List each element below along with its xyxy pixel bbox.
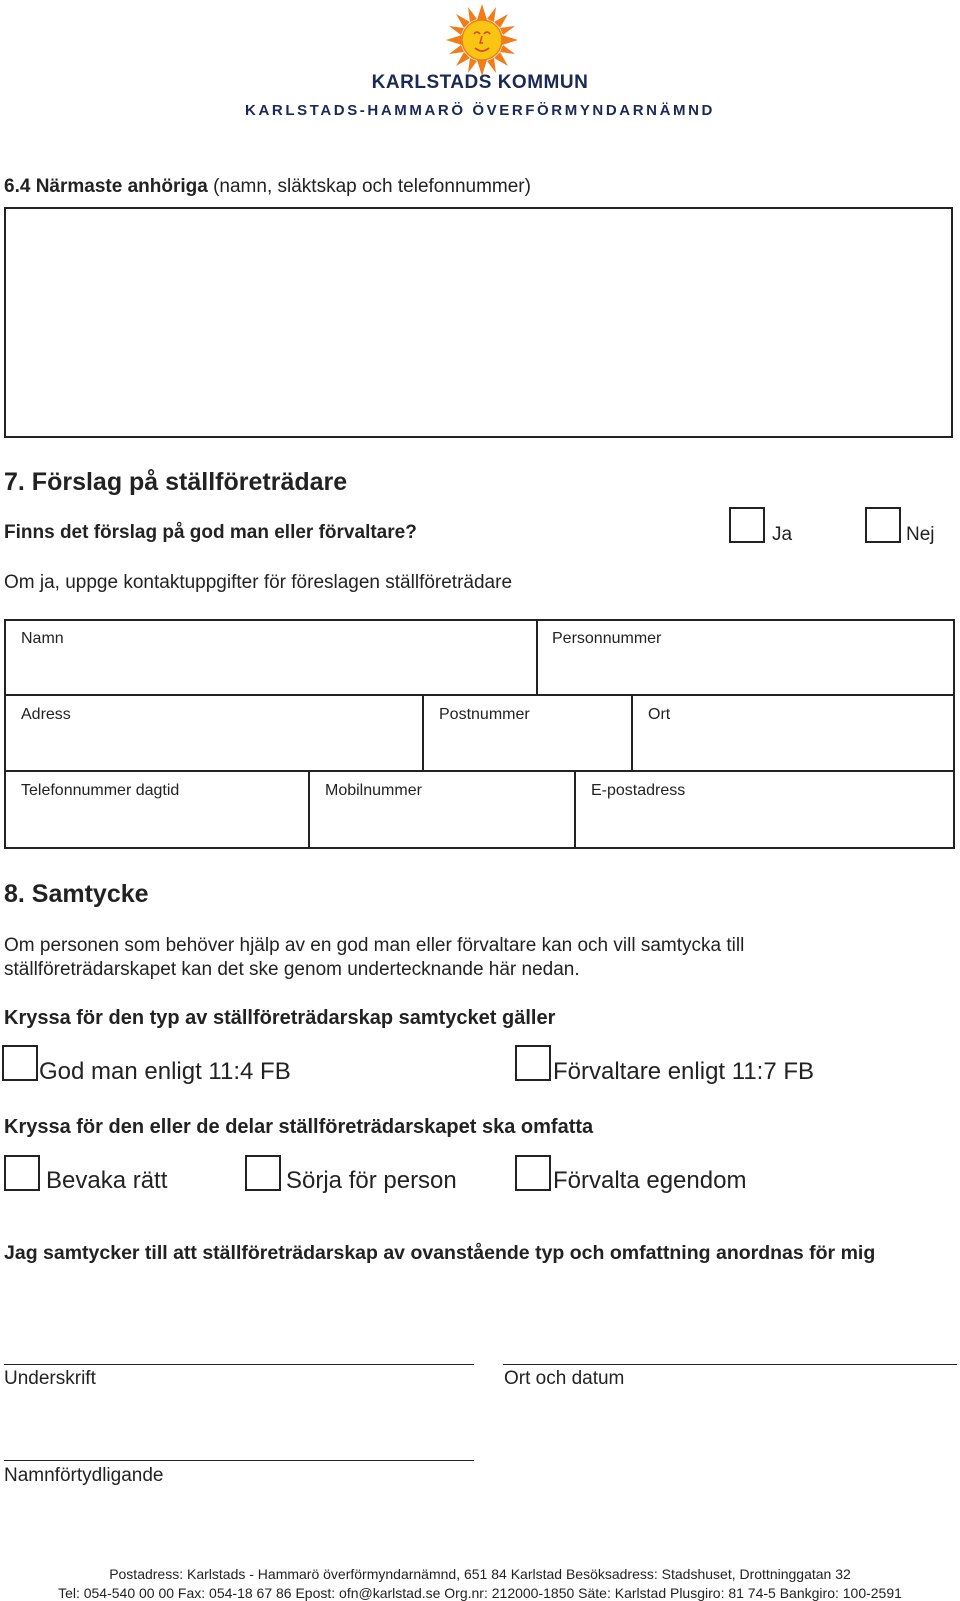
place-date-label: Ort och datum [504, 1368, 625, 1389]
postal-code-field-label: Postnummer [439, 706, 530, 723]
day-phone-field-label: Telefonnummer dagtid [21, 782, 180, 799]
city-field-label: Ort [648, 706, 671, 723]
organization-name: KARLSTADS KOMMUN [371, 72, 589, 93]
personal-number-field-label: Personnummer [552, 630, 662, 647]
organization-subtitle: KARLSTADS-HAMMARÖ ÖVERFÖRMYNDARNÄMND [245, 102, 715, 119]
relatives-textarea[interactable] [4, 207, 953, 438]
forvalta-egendom-checkbox[interactable] [515, 1155, 551, 1191]
bevaka-ratt-checkbox[interactable] [4, 1155, 40, 1191]
sun-logo-icon [446, 4, 518, 76]
consent-explanation-line: ställföreträdarskapet kan det ske genom undertecknande här nedan. [4, 959, 580, 980]
bevaka-ratt-label: Bevaka rätt [46, 1167, 168, 1194]
page-header [0, 0, 960, 130]
mobile-field[interactable] [310, 772, 573, 847]
type-question: Kryssa för den typ av ställföreträdarskap samtycket gäller [4, 1007, 556, 1029]
section-6-4-title: 6.4 Närmaste anhöriga [4, 176, 208, 197]
address-field[interactable] [6, 696, 421, 770]
section-7-intro: Om ja, uppge kontaktuppgifter för föreslagen ställföreträdare [4, 572, 513, 593]
day-phone-field[interactable] [6, 772, 307, 847]
signature-label: Underskrift [4, 1368, 96, 1389]
consent-explanation [4, 934, 944, 982]
section-7-title: 7. Förslag på ställföreträdare [4, 468, 348, 496]
postal-code-field[interactable] [424, 696, 630, 770]
footer-address: Postadress: Karlstads - Hammarö överförmyndarnämnd, 651 84 Karlstad Besöksadress: Stadshuset, Drottninggatan 32 [109, 1566, 851, 1582]
section-6-4-hint: (namn, släktskap och telefonnummer) [207, 176, 531, 197]
sorja-for-person-label: Sörja för person [286, 1167, 457, 1194]
forvaltare-checkbox[interactable] [515, 1045, 551, 1081]
scope-question: Kryssa för den eller de delar ställföreträdarskapet ska omfatta [4, 1116, 594, 1138]
forvalta-egendom-label: Förvalta egendom [553, 1167, 747, 1194]
name-field-label: Namn [21, 630, 64, 647]
name-field[interactable] [6, 621, 535, 694]
forvaltare-label: Förvaltare enligt 11:7 FB [553, 1058, 815, 1085]
yes-label: Ja [772, 524, 793, 545]
email-field-label: E-postadress [591, 782, 686, 799]
mobile-field-label: Mobilnummer [325, 782, 422, 799]
address-field-label: Adress [21, 706, 71, 723]
no-label: Nej [906, 524, 935, 545]
consent-explanation-line: Om personen som behöver hjälp av en god man eller förvaltare kan och vill samtycka till [4, 935, 745, 956]
email-field[interactable] [576, 772, 953, 847]
god-man-label: God man enligt 11:4 FB [39, 1058, 291, 1085]
proposal-question: Finns det förslag på god man eller förvaltare? [4, 522, 417, 543]
place-date-line[interactable] [503, 1364, 957, 1365]
god-man-checkbox[interactable] [2, 1045, 38, 1081]
yes-checkbox[interactable] [729, 507, 765, 543]
signature-line[interactable] [4, 1364, 474, 1365]
city-field[interactable] [633, 696, 953, 770]
section-6-4-heading [4, 176, 531, 198]
consent-statement: Jag samtycker till att ställföreträdarskap av ovanstående typ och omfattning anordnas för mig [4, 1242, 876, 1264]
section-8-title: 8. Samtycke [4, 880, 149, 908]
sorja-for-person-checkbox[interactable] [245, 1155, 281, 1191]
no-checkbox[interactable] [865, 507, 901, 543]
personal-number-field[interactable] [538, 621, 953, 694]
name-clarification-label: Namnförtydligande [4, 1465, 164, 1486]
name-clarification-line[interactable] [4, 1460, 474, 1461]
footer-contact: Tel: 054-540 00 00 Fax: 054-18 67 86 Epost: ofn@karlstad.se Org.nr: 212000-1850 Säte: Karlstad Plusgiro: 81 74-5 Bankgiro: 100-2591 [58, 1585, 902, 1601]
